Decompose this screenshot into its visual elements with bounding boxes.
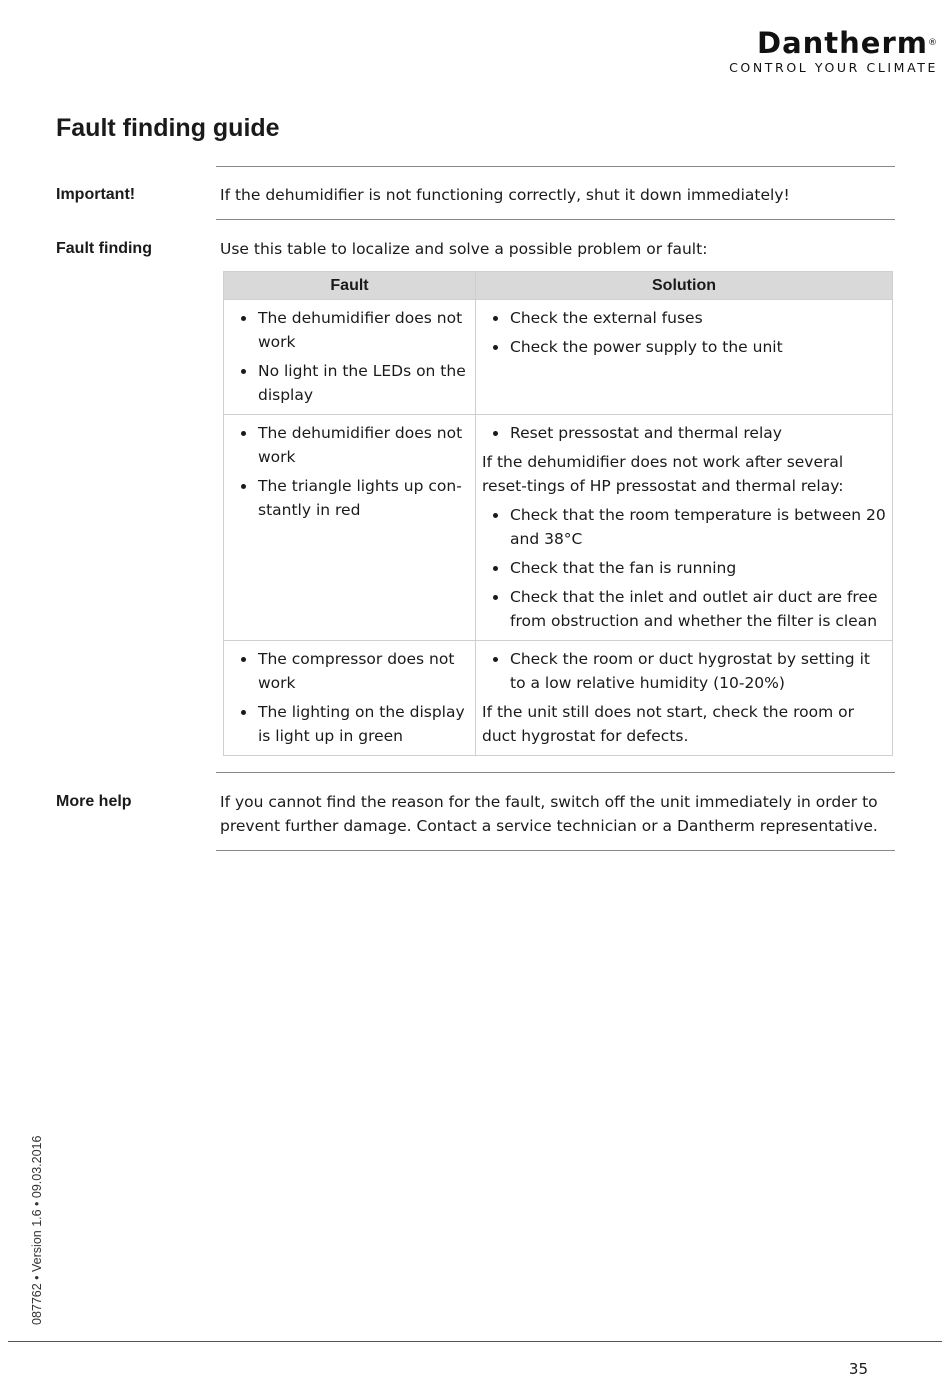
list-item: Check the external fuses	[482, 306, 886, 330]
brand-tagline: CONTROL YOUR CLIMATE	[729, 60, 938, 75]
fault-cell	[224, 641, 476, 756]
list-item: Check the room or duct hygrostat by setting it to a low relative humidity (10-20%)	[482, 647, 886, 695]
list-item: The dehumidifier does not work	[230, 306, 469, 354]
list-item: Check that the inlet and outlet air duct are free from obstruction and whether the filter is clean	[482, 585, 886, 633]
solution-column-header: Solution	[476, 272, 893, 300]
list-item: The triangle lights up con-stantly in red	[230, 474, 469, 522]
divider	[216, 166, 895, 167]
list-item: The compressor does not work	[230, 647, 469, 695]
solution-cell	[476, 641, 893, 756]
more-help-text: If you cannot find the reason for the fault, switch off the unit immediately in order to prevent further damage. Contact a service technician or a Dantherm representative.	[220, 793, 878, 835]
fault-finding-text: Use this table to localize and solve a possible problem or fault:	[220, 240, 708, 258]
important-text: If the dehumidifier is not functioning correctly, shut it down immediately!	[220, 186, 790, 204]
bullet-list	[482, 503, 886, 633]
bullet-list	[230, 647, 469, 748]
bullet-list	[230, 306, 469, 407]
list-item: Check that the fan is running	[482, 556, 886, 580]
table-row	[224, 641, 893, 756]
list-item: The dehumidifier does not work	[230, 421, 469, 469]
brand-name: Dantherm®	[757, 26, 938, 60]
more-help-label: More help	[56, 793, 132, 810]
solution-cell	[476, 415, 893, 641]
important-label: Important!	[56, 186, 136, 203]
document-info: 087762 • Version 1.6 • 09.03.2016	[30, 1135, 44, 1325]
divider	[216, 850, 895, 851]
fault-finding-label: Fault finding	[56, 240, 152, 257]
list-item: Check the power supply to the unit	[482, 335, 886, 359]
list-item: No light in the LEDs on the display	[230, 359, 469, 407]
solution-note: If the unit still does not start, check the room or duct hygrostat for defects.	[482, 703, 854, 745]
fault-cell	[224, 300, 476, 415]
solution-note: If the dehumidifier does not work after several reset-tings of HP pressostat and thermal relay:	[482, 453, 844, 495]
bullet-list	[482, 647, 886, 695]
brand-logo	[729, 28, 938, 75]
solution-cell	[476, 300, 893, 415]
divider	[216, 772, 895, 773]
bullet-list	[482, 306, 886, 359]
fault-column-header: Fault	[224, 272, 476, 300]
list-item: Check that the room temperature is between 20 and 38°C	[482, 503, 886, 551]
footer-divider	[8, 1341, 942, 1342]
fault-table	[223, 271, 893, 756]
page-number: 35	[848, 1360, 868, 1378]
list-item: Reset pressostat and thermal relay	[482, 421, 886, 445]
table-row	[224, 415, 893, 641]
table-row	[224, 300, 893, 415]
bullet-list	[482, 421, 886, 445]
bullet-list	[230, 421, 469, 522]
fault-cell	[224, 415, 476, 641]
list-item: The lighting on the display is light up in green	[230, 700, 469, 748]
page-title: Fault finding guide	[56, 114, 280, 142]
divider	[216, 219, 895, 220]
